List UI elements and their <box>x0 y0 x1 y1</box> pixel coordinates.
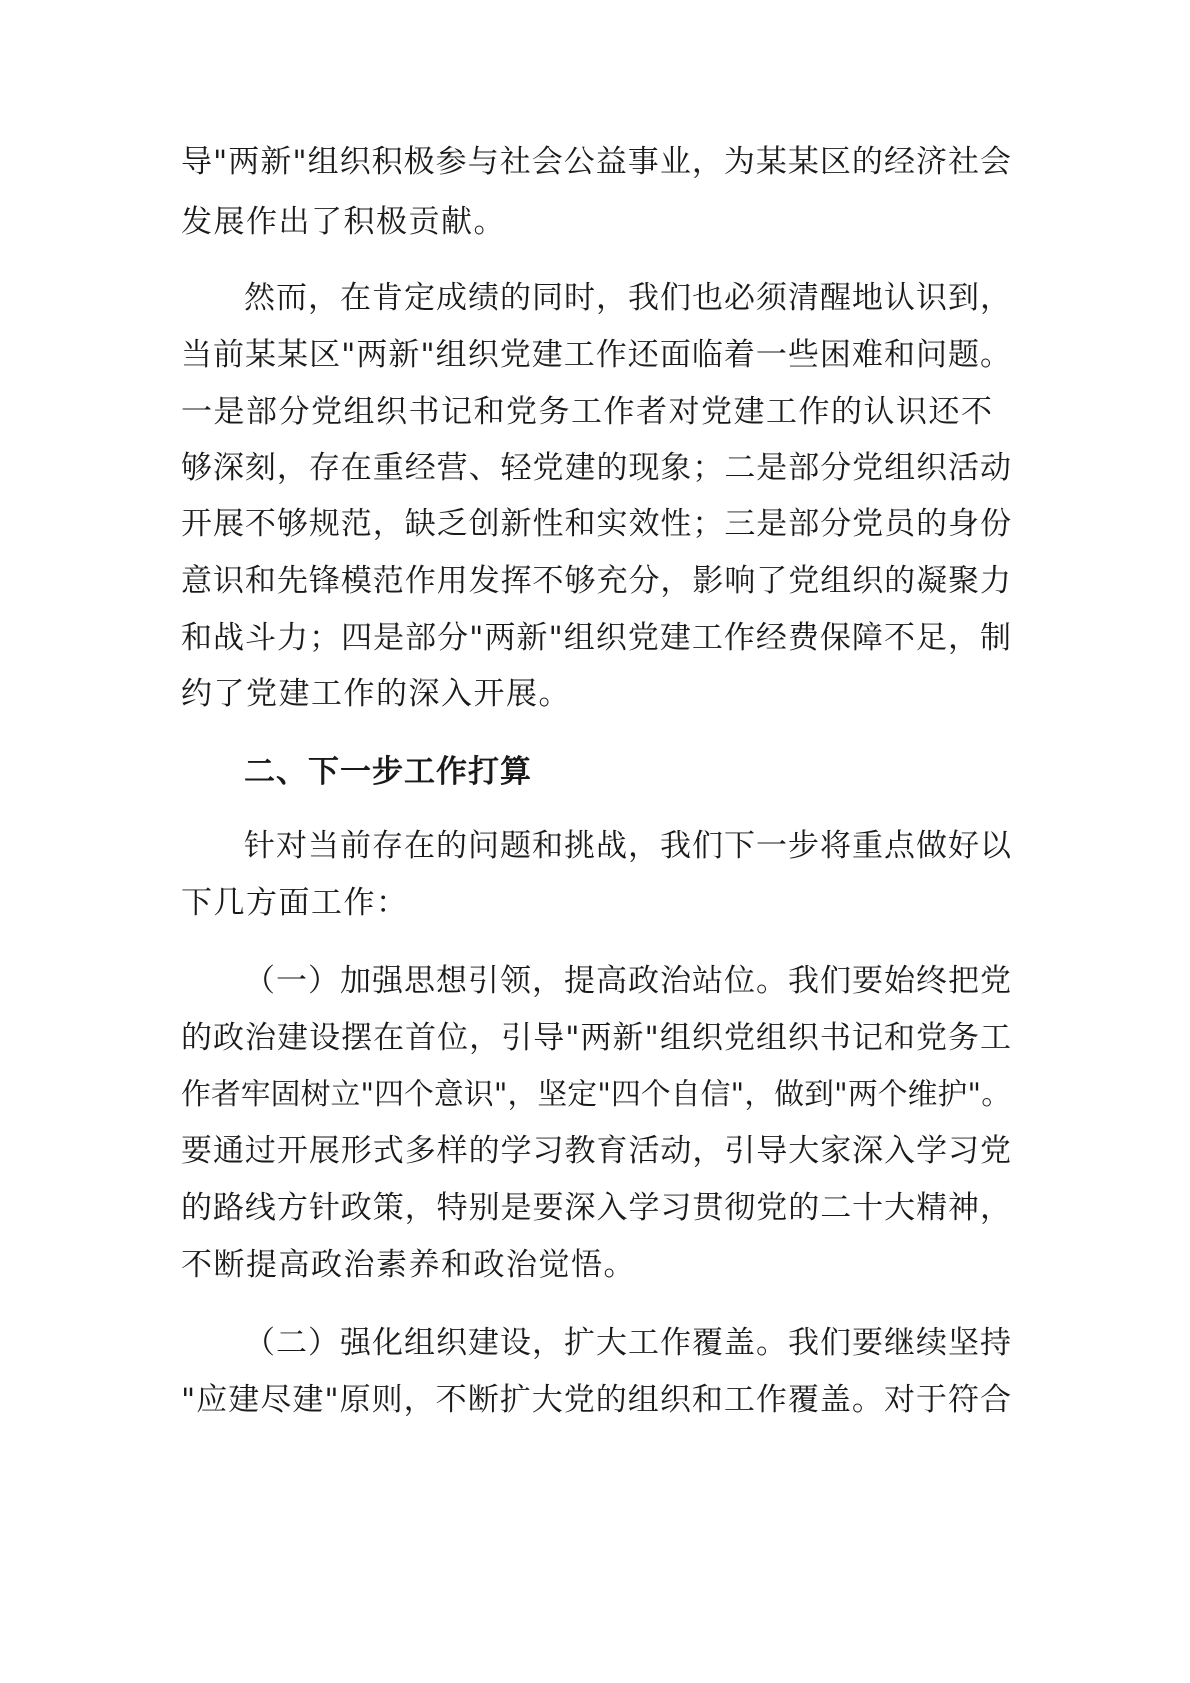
paragraph-1-line-2: 发展作出了积极贡献。 <box>181 204 506 240</box>
paragraph-5-line-2: "应建尽建"原则，不断扩大党的组织和工作覆盖。对于符合 <box>181 1382 1011 1418</box>
paragraph-2-line-7: 和战斗力；四是部分"两新"组织党建工作经费保障不足，制 <box>181 620 1011 656</box>
paragraph-3-line-1: 针对当前存在的问题和挑战，我们下一步将重点做好以 <box>244 828 1011 864</box>
paragraph-2-line-5: 开展不够规范，缺乏创新性和实效性；三是部分党员的身份 <box>181 506 1011 542</box>
paragraph-4-line-6: 不断提高政治素养和政治觉悟。 <box>181 1247 636 1283</box>
paragraph-2-line-4: 够深刻，存在重经营、轻党建的现象；二是部分党组织活动 <box>181 450 1011 486</box>
paragraph-2-line-8: 约了党建工作的深入开展。 <box>181 676 571 712</box>
paragraph-2-line-1: 然而，在肯定成绩的同时，我们也必须清醒地认识到， <box>244 280 1011 316</box>
paragraph-5-line-1: （二）强化组织建设，扩大工作覆盖。我们要继续坚持 <box>244 1325 1011 1361</box>
paragraph-1-line-1: 导"两新"组织积极参与社会公益事业，为某某区的经济社会 <box>181 144 1011 180</box>
paragraph-4-line-1: （一）加强思想引领，提高政治站位。我们要始终把党 <box>244 963 1011 999</box>
paragraph-2-line-2: 当前某某区"两新"组织党建工作还面临着一些困难和问题。 <box>181 337 1011 373</box>
paragraph-2-line-6: 意识和先锋模范作用发挥不够充分，影响了党组织的凝聚力 <box>181 563 1011 599</box>
paragraph-4-line-2: 的政治建设摆在首位，引导"两新"组织党组织书记和党务工 <box>181 1020 1011 1056</box>
paragraph-4-line-4: 要通过开展形式多样的学习教育活动，引导大家深入学习党 <box>181 1133 1011 1169</box>
paragraph-4-line-5: 的路线方针政策，特别是要深入学习贯彻党的二十大精神， <box>181 1190 1011 1226</box>
paragraph-4-line-3: 作者牢固树立"四个意识"，坚定"四个自信"，做到"两个维护"。 <box>181 1077 1011 1112</box>
paragraph-3-line-2: 下几方面工作： <box>181 885 409 921</box>
section-heading: 二、下一步工作打算 <box>244 754 532 790</box>
paragraph-2-line-3: 一是部分党组织书记和党务工作者对党建工作的认识还不 <box>181 394 994 430</box>
